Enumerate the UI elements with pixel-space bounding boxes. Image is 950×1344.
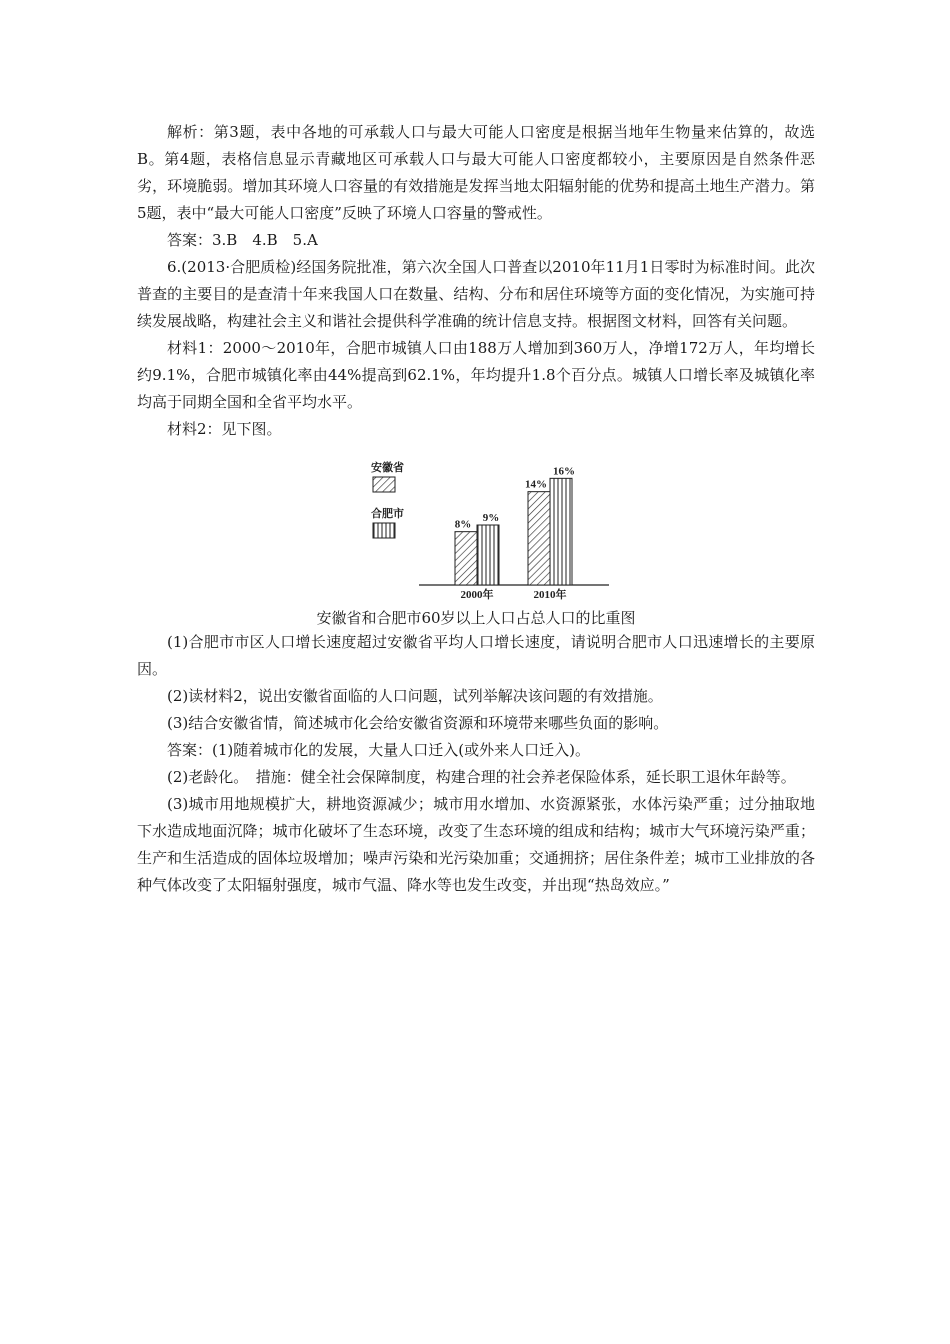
category-label-1: 2010年 (533, 589, 567, 601)
data-label-1-0: 14% (525, 478, 547, 491)
bar-0-1 (477, 525, 499, 585)
material-1: 材料1：2000～2010年，合肥市城镇人口由188万人增加到360万人，净增172万人，年均增长约9.1%，合肥市城镇化率由44%提高到62.1%，年均提升1.8个百分点。城镇人口增长率及城镇化率均高于同期全国和全省平均水平。 (137, 339, 815, 411)
question-6-3: (3)结合安徽省情，简述城市化会给安徽省资源和环境带来哪些负面的影响。 (167, 714, 669, 732)
question-6-intro: 6.(2013·合肥质检)经国务院批准，第六次全国人口普查以2010年11月1日零时为标准时间。此次普查的主要目的是查清十年来我国人口在数量、结构、分布和居住环境等方面的变化情况，为实施可持续发展战略，构建社会主义和谐社会提供科学准确的统计信息支持。根据图文材料，回答有关问题。 (137, 258, 815, 330)
legend-swatch-0 (373, 477, 395, 492)
population-chart (137, 447, 815, 607)
legend-label-1: 合肥市 (371, 507, 404, 520)
bar-1-1 (550, 478, 572, 585)
answer-6-2: (2)老龄化。 措施：健全社会保障制度，构建合理的社会养老保险体系，延长职工退休年龄等。 (167, 768, 796, 786)
legend-swatch-1 (373, 523, 395, 538)
data-label-1-1: 16% (553, 465, 575, 478)
bar-0-0 (455, 532, 477, 585)
data-label-0-1: 9% (482, 512, 500, 524)
category-label-0: 2000年 (460, 589, 494, 601)
analysis-paragraph: 解析：第3题，表中各地的可承载人口与最大可能人口密度是根据当地年生物量来估算的，故选B。第4题，表格信息显示青藏地区可承载人口与最大可能人口密度都较小，主要原因是自然条件恶劣，环境脆弱。增加其环境人口容量的有效措施是发挥当地太阳辐射能的优势和提高土地生产潜力。第5题，表中“最大可能人口密度”反映了环境人口容量的警戒性。 (137, 123, 815, 222)
answer-3-5: 答案：3.B 4.B 5.A (167, 231, 318, 249)
chart-svg (137, 447, 815, 607)
answer-6-1: 答案：(1)随着城市化的发展，大量人口迁入(或外来人口迁入)。 (167, 741, 590, 759)
chart-title: 安徽省和合肥市60岁以上人口占总人口的比重图 (316, 609, 636, 627)
data-label-0-0: 8% (454, 518, 472, 531)
legend-label-0: 安徽省 (371, 461, 404, 474)
document-body (137, 119, 815, 899)
question-6-2: (2)读材料2，说出安徽省面临的人口问题，试列举解决该问题的有效措施。 (167, 687, 663, 705)
question-6-1: (1)合肥市市区人口增长速度超过安徽省平均人口增长速度，请说明合肥市人口迅速增长的主要原因。 (137, 633, 815, 678)
bar-1-0 (528, 492, 550, 585)
answer-6-3: (3)城市用地规模扩大，耕地资源减少；城市用水增加、水资源紧张，水体污染严重；过分抽取地下水造成地面沉降；城市化破坏了生态环境，改变了生态环境的组成和结构；城市大气环境污染严重；生产和生活造成的固体垃圾增加；噪声污染和光污染加重；交通拥挤；居住条件差；城市工业排放的各种气体改变了太阳辐射强度，城市气温、降水等也发生改变，并出现“热岛效应。” (137, 795, 815, 894)
material-2: 材料2：见下图。 (167, 420, 282, 438)
